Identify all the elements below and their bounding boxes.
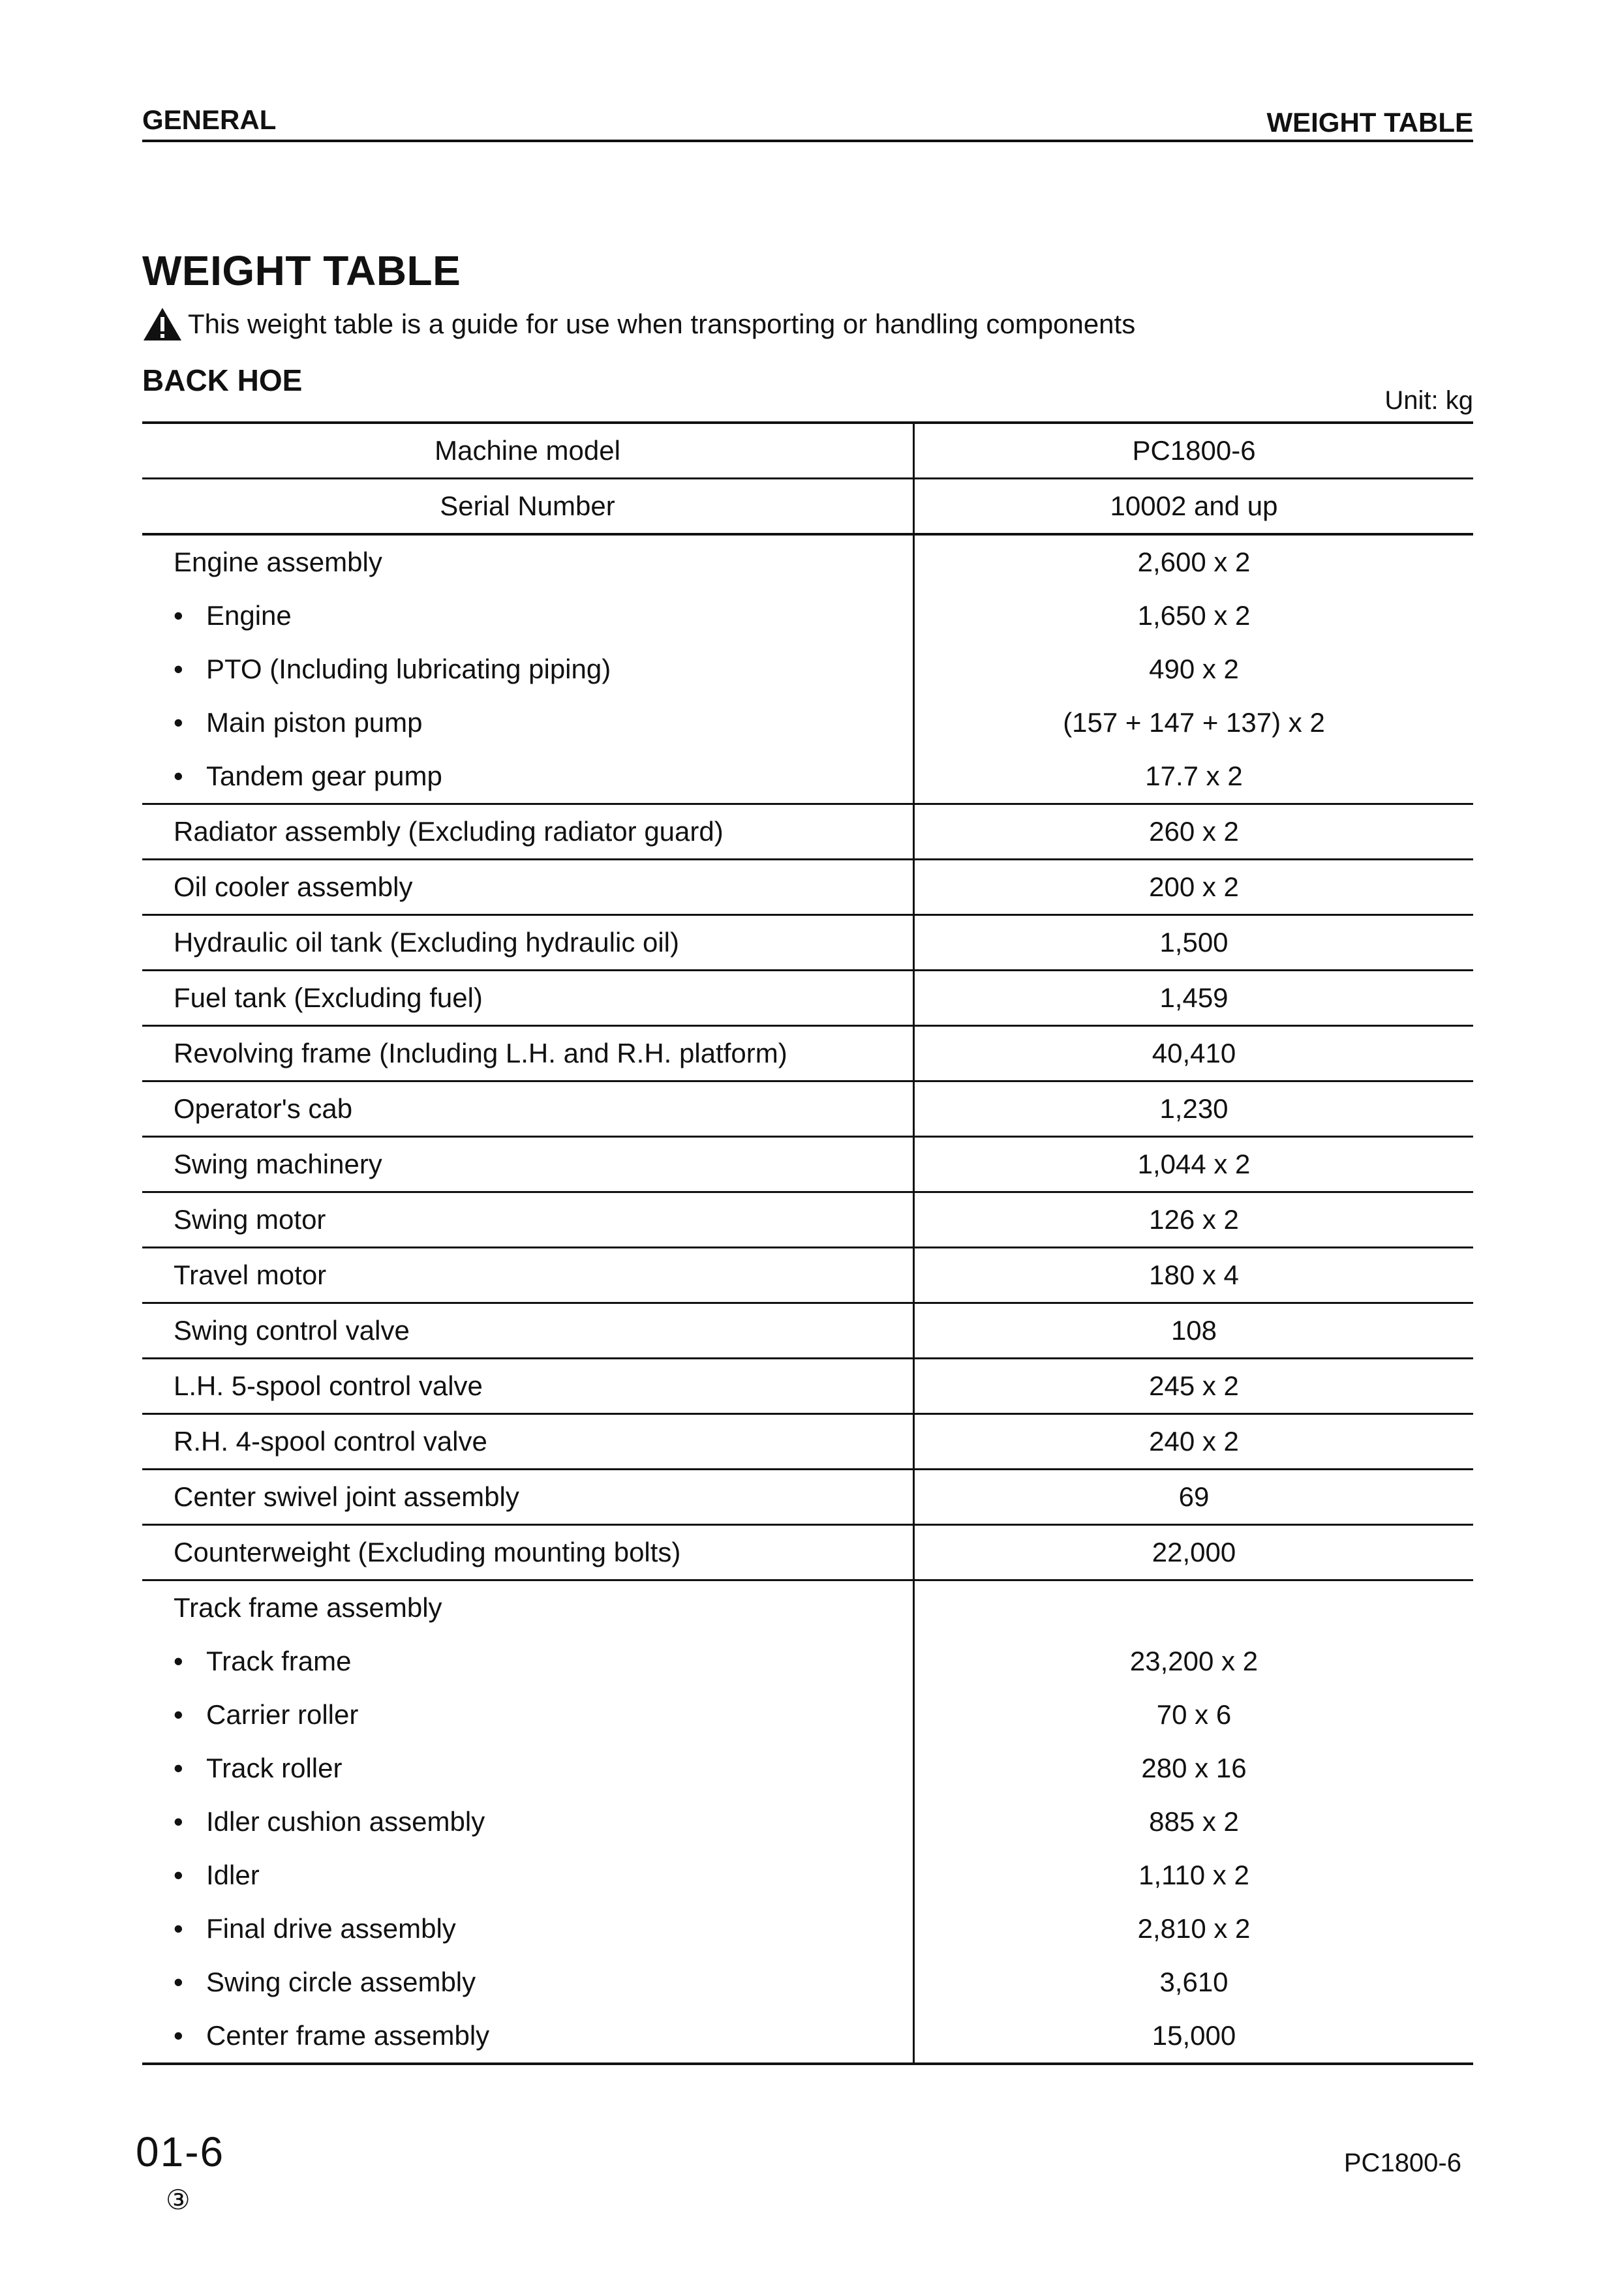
component-name: Track roller [206,1753,343,1783]
component-name-cell [142,642,914,696]
component-name-cell [142,1956,914,2009]
component-name: Fuel tank (Excluding fuel) [174,982,483,1013]
bullet-icon: • [174,1699,183,1730]
weight-value-cell: 1,044 x 2 [914,1137,1474,1192]
component-name: Center swivel joint assembly [174,1481,519,1512]
bullet-icon: • [174,1913,183,1944]
component-name-cell [142,1525,914,1580]
table-row [142,804,1473,860]
table-row [142,642,1473,696]
weight-value-cell: 245 x 2 [914,1359,1474,1414]
bullet-icon: • [174,654,183,684]
weight-value-cell: 22,000 [914,1525,1474,1580]
component-name: L.H. 5-spool control valve [174,1370,483,1401]
bullet-icon: • [174,1753,183,1783]
component-name-cell [142,1359,914,1414]
component-name: Swing circle assembly [206,1967,476,1997]
weight-value-cell: 1,650 x 2 [1137,600,1251,631]
weight-value-cell: 1,459 [914,971,1474,1026]
component-name: Main piston pump [206,707,423,738]
bullet-icon: • [174,1646,183,1676]
component-name-cell [142,2009,914,2064]
component-name-cell [142,589,914,642]
page-number: 01-6 [136,2128,225,2175]
weight-value-cell: 280 x 16 [1141,1753,1247,1783]
table-row [142,915,1473,971]
component-name-cell [142,1580,914,1635]
table-row [142,1849,1473,1902]
component-name-cell [142,696,914,749]
component-name: Idler cushion assembly [206,1806,485,1837]
table-row [142,1795,1473,1849]
table-row [142,1359,1473,1414]
component-name: Engine assembly [174,547,382,577]
component-name-cell [142,534,914,589]
component-name-cell [142,1137,914,1192]
weight-value-cell: 23,200 x 2 [1129,1646,1259,1676]
weight-table-body [142,423,1473,2064]
table-header-row [142,479,1473,535]
bullet-icon: • [174,761,183,791]
component-name-cell [142,1902,914,1956]
table-row [142,1303,1473,1359]
component-name: Track frame assembly [174,1592,442,1623]
component-name: PTO (Including lubricating piping) [206,654,611,684]
bullet-icon: • [174,2020,183,2051]
bullet-icon: • [174,600,183,631]
table-row [142,2009,1473,2064]
table-row [142,1580,1473,1635]
weight-value-cell: 885 x 2 [1149,1806,1239,1837]
bullet-icon: • [174,1806,183,1837]
component-name: Revolving frame (Including L.H. and R.H. platform) [174,1038,787,1068]
component-name-cell [142,860,914,915]
table-row [142,1414,1473,1470]
component-name-cell [142,1248,914,1303]
component-name: Engine [206,600,292,631]
weight-value-cell: 1,500 [914,915,1474,971]
table-row [142,971,1473,1026]
component-name-cell [142,1470,914,1525]
component-name: Swing control valve [174,1315,410,1346]
weight-value-cell: 260 x 2 [914,804,1474,860]
component-name-cell [142,749,914,804]
weight-value-cell: 1,110 x 2 [1138,1860,1249,1890]
component-name: Counterweight (Excluding mounting bolts) [174,1537,681,1567]
table-row [142,1248,1473,1303]
weight-value-cell: 126 x 2 [914,1192,1474,1248]
component-name-cell [142,1795,914,1849]
component-name-cell [142,804,914,860]
component-name: Travel motor [174,1260,327,1290]
weight-value-cell: 108 [914,1303,1474,1359]
table-row [142,1137,1473,1192]
weight-value-cell: 3,610 [1159,1967,1229,1997]
caution-text: This weight table is a guide for use when transporting or handling components [188,309,1136,339]
component-name-cell [142,1026,914,1081]
component-name-cell [142,1192,914,1248]
component-name: Final drive assembly [206,1913,456,1944]
header-label-cell: Serial Number [142,479,914,535]
weight-value-cell: 17.7 x 2 [1145,761,1243,791]
table-row [142,534,1473,589]
running-header-title: WEIGHT TABLE [1266,107,1473,138]
weight-value-cell: 2,600 x 2 [914,534,1474,589]
header-value-cell: 10002 and up [914,479,1474,535]
table-row [142,1525,1473,1580]
page-title: WEIGHT TABLE [142,247,461,294]
weight-value-cell: 2,810 x 2 [1137,1913,1251,1944]
weight-value-cell: 240 x 2 [914,1414,1474,1470]
header-label-cell: Machine model [142,423,914,479]
component-name: Swing motor [174,1204,326,1235]
section-title: BACK HOE [142,363,303,397]
component-name-cell [142,1742,914,1795]
unit-label: Unit: kg [1384,386,1473,415]
weight-value-cell: 40,410 [914,1026,1474,1081]
weight-value-cell: 180 x 4 [914,1248,1474,1303]
table-row [142,696,1473,749]
component-name-cell [142,1849,914,1902]
table-row [142,589,1473,642]
table-header-row [142,423,1473,479]
component-name: Track frame [206,1646,352,1676]
component-name: Idler [206,1860,260,1890]
table-row [142,1026,1473,1081]
component-name: Carrier roller [206,1699,359,1730]
bullet-icon: • [174,707,183,738]
table-row [142,1742,1473,1795]
bullet-icon: • [174,1860,183,1890]
weight-value-cell: 69 [914,1470,1474,1525]
table-row [142,1081,1473,1137]
component-name: Oil cooler assembly [174,871,413,902]
component-name-cell [142,1635,914,1688]
component-name: Tandem gear pump [206,761,442,791]
component-name-cell [142,1414,914,1470]
component-name: R.H. 4-spool control valve [174,1426,487,1457]
component-name-cell [142,915,914,971]
header-divider [142,140,1473,142]
component-name: Operator's cab [174,1093,353,1124]
table-row [142,1688,1473,1742]
table-row [142,860,1473,915]
header-value-cell: PC1800-6 [914,423,1474,479]
component-name: Radiator assembly (Excluding radiator guard) [174,816,724,847]
weight-value-cell: 200 x 2 [914,860,1474,915]
component-name-cell [142,1081,914,1137]
table-row [142,749,1473,804]
table-row [142,1192,1473,1248]
caution-note [142,307,1135,342]
table-row [142,1635,1473,1688]
weight-value-cell: (157 + 147 + 137) x 2 [1063,707,1325,738]
component-name-cell [142,1688,914,1742]
component-name: Center frame assembly [206,2020,490,2051]
warning-triangle-icon [142,307,183,342]
bullet-icon: • [174,1967,183,1997]
table-row [142,1956,1473,2009]
revision-mark: ③ [166,2184,191,2215]
running-header-section: GENERAL [142,104,277,135]
component-name-cell [142,1303,914,1359]
component-name: Swing machinery [174,1149,382,1179]
footer-model: PC1800-6 [1343,2149,1461,2177]
table-row [142,1470,1473,1525]
component-name-cell [142,971,914,1026]
table-row [142,1902,1473,1956]
weight-value-cell: 15,000 [914,2009,1474,2064]
weight-table [142,421,1473,2065]
weight-value-cell [914,1580,1474,1635]
weight-value-cell: 70 x 6 [1156,1699,1232,1730]
component-name: Hydraulic oil tank (Excluding hydraulic oil) [174,927,679,958]
weight-value-cell: 1,230 [914,1081,1474,1137]
weight-value-cell: 490 x 2 [1149,654,1239,684]
